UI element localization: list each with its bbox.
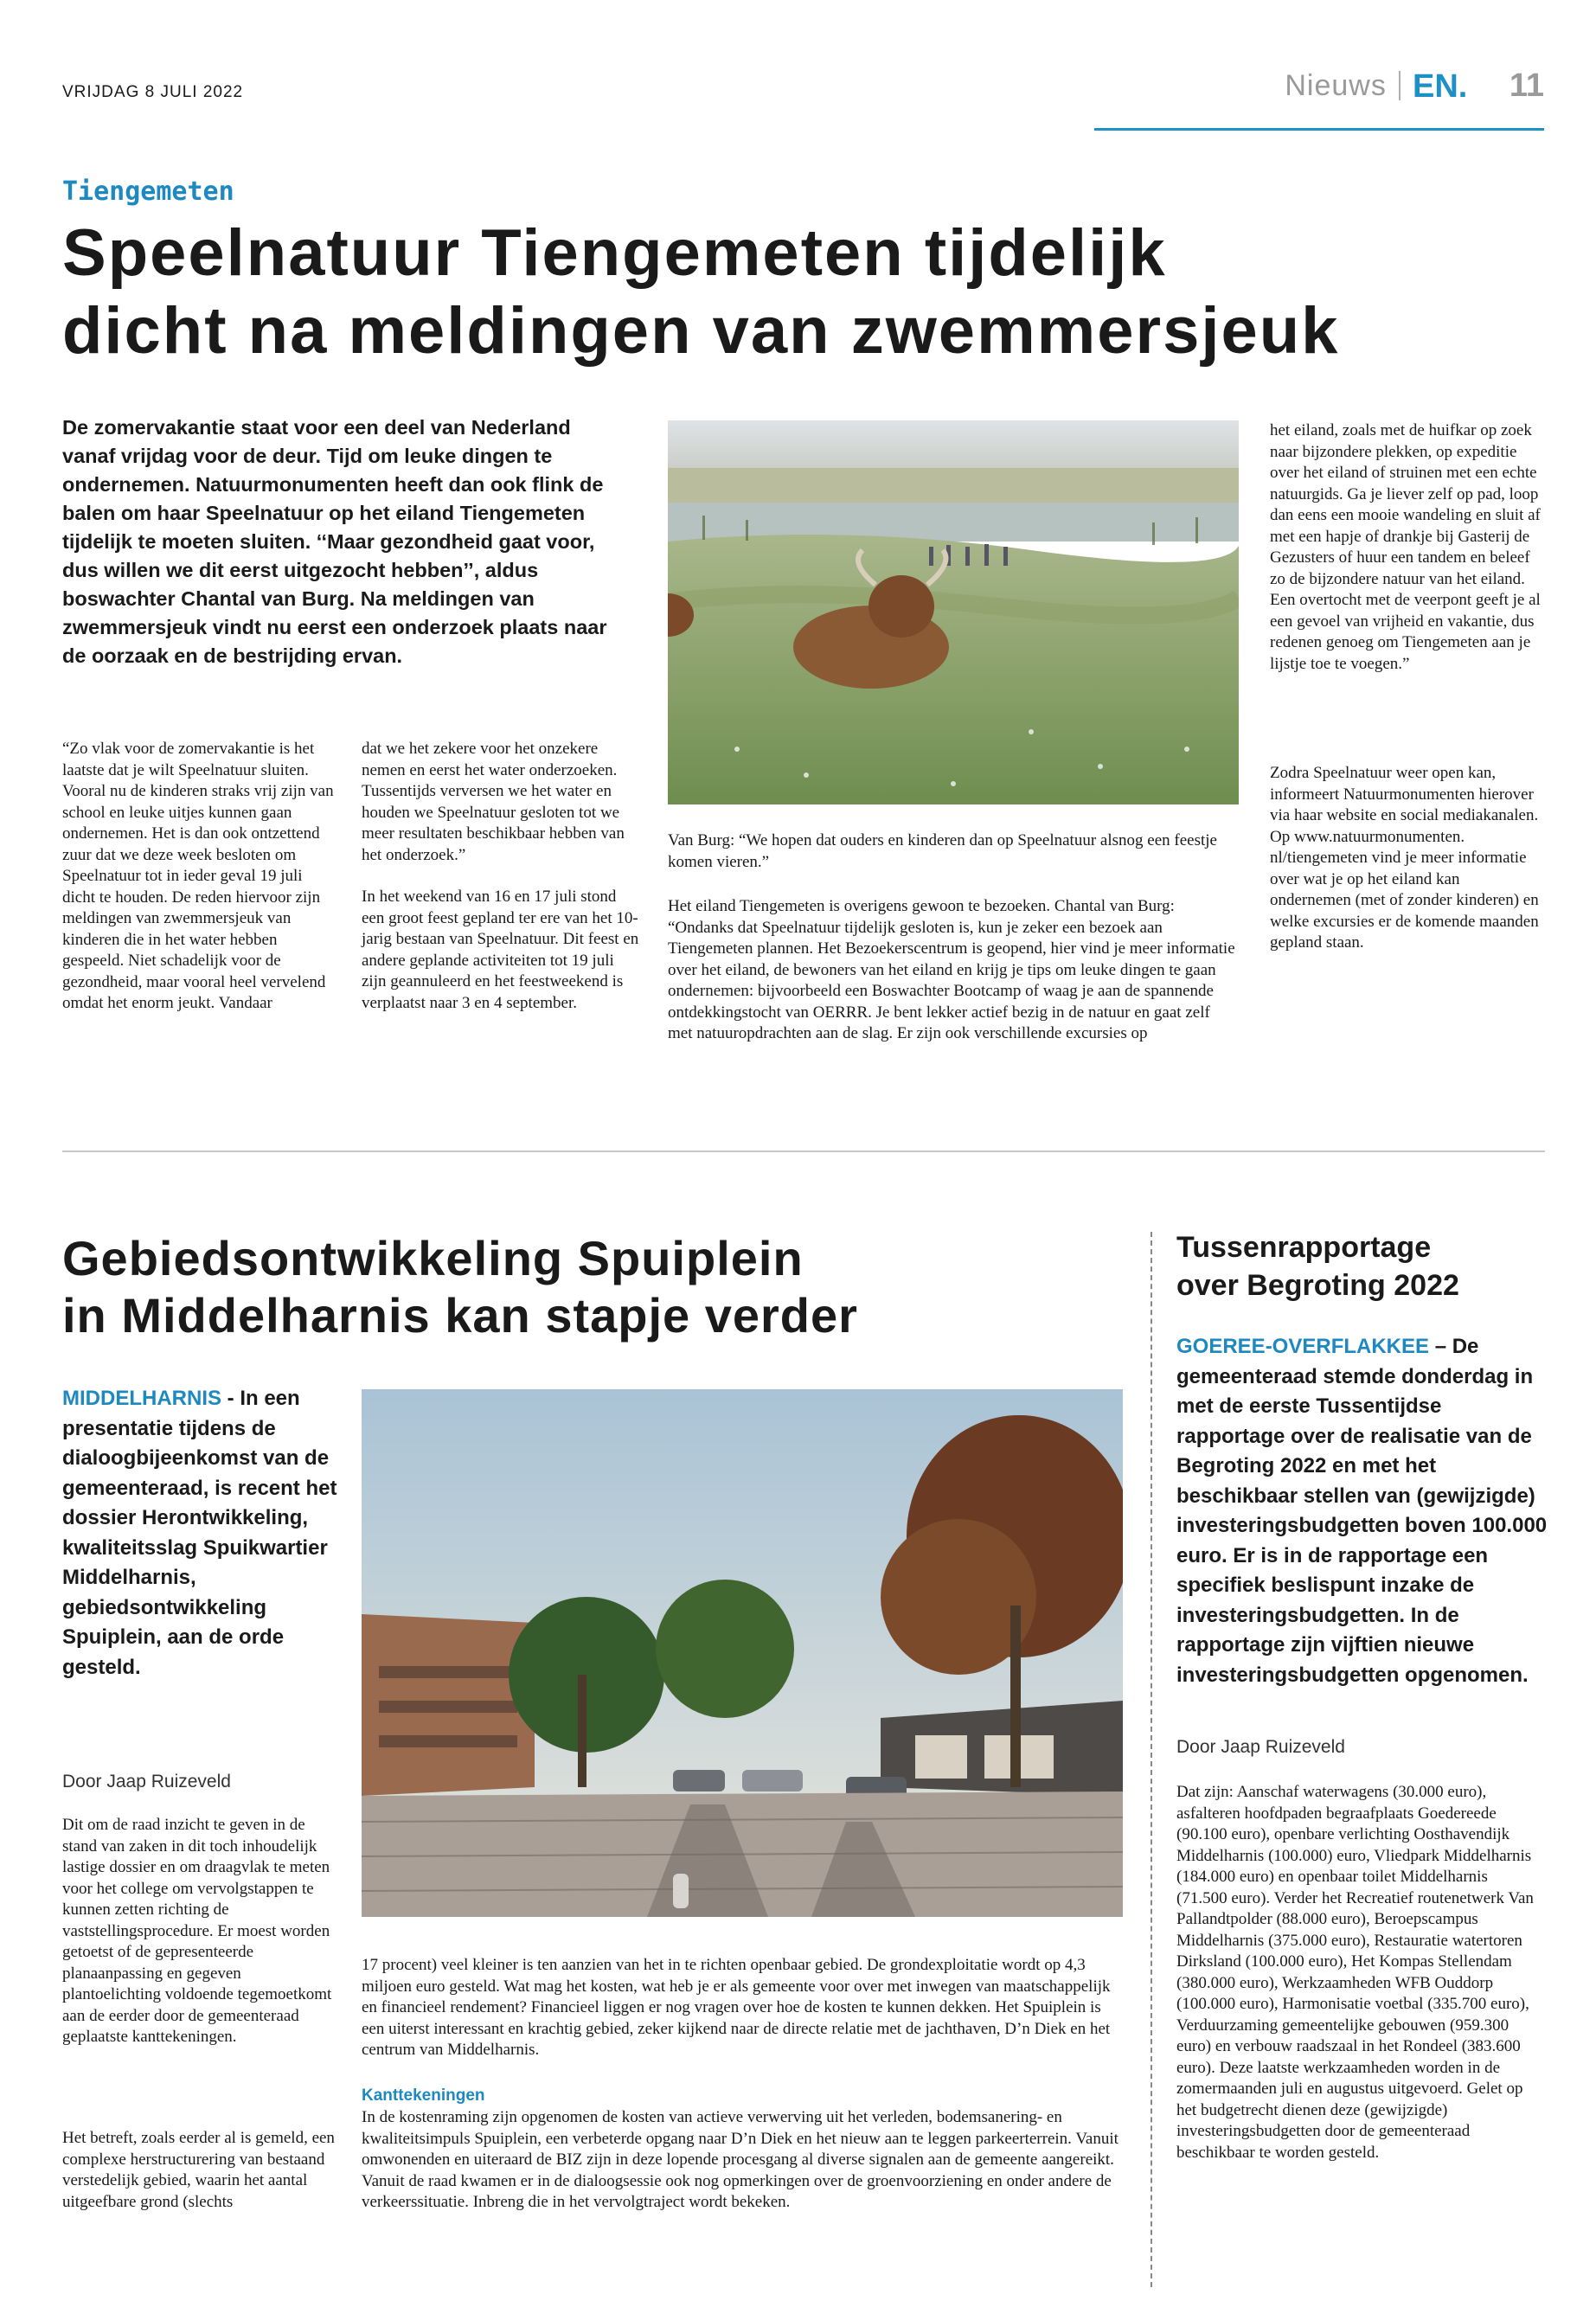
article1-headline [62, 215, 1490, 370]
sidebar-lead [1176, 1332, 1548, 1690]
section-divider [62, 1150, 1545, 1152]
page-number: 11 [1509, 67, 1544, 104]
headline-line-1: Speelnatuur Tiengemeten tijdelijk [62, 216, 1167, 290]
article1-column-2 [362, 739, 640, 1014]
article2-column-1-para2: Het betreft, zoals eerder al is gemeld, een complexe herstructurering van bestaand verstedelijk gebied, waarin het aantal uitgeefbare grond (slechts [62, 2129, 335, 2211]
highland-cow-photo [668, 420, 1239, 804]
photo-caption: Van Burg: “We hopen dat ouders en kinderen dan op Speelnatuur alsnog een feestje komen vieren.” [668, 831, 1217, 871]
logo-text: EN. [1412, 68, 1468, 103]
page-header-right [1285, 66, 1544, 106]
article1-col2-para1: dat we het zekere voor het onzekere nemen en eerst het water onderzoeken. Tussentijds verversen we het water en houden we Speelnatuur gesloten tot we meer resultaten beschikbaar hebben van het onderzoek.” [362, 740, 625, 864]
article2-main-para2: In de kostenraming zijn opgenomen de kosten van actieve verwerving uit het verleden, bodemsanering- en kwaliteitsimpuls Spuiplein, een verbeterde opgang naar D’n Diek en het nieuw aan te leggen parkeerterrein. Vanuit omwonenden en uiteraard de BIZ zijn in deze lopende procesgang al diverse signalen aan de gemeente aangereikt. Vanuit de raad kwamen er in de dialoogsessie ook nog opmerkingen over de groenvoorziening en onder andere de verkeerssituatie. Inbreng die in het vervolgtraject wordt bekeken. [362, 2108, 1118, 2211]
headline-line-1: Tussenrapportage [1176, 1231, 1432, 1264]
article2-headline [62, 1230, 1100, 1344]
headline-line-2: dicht na meldingen van zwemmersjeuk [62, 294, 1340, 368]
header-separator [1399, 71, 1401, 100]
issue-date: VRIJDAG 8 JULI 2022 [62, 83, 244, 101]
column-separator [1151, 1232, 1152, 2287]
sidebar-location: GOEREE-OVERFLAKKEE [1176, 1335, 1430, 1358]
sidebar-headline [1176, 1228, 1540, 1304]
article2-lead [62, 1384, 339, 1682]
article2-column-1-para1: Dit om de raad inzicht te geven in de stand van zaken in dit toch inhoudelijk lastige dossier en om draagvlak te meten voor het college om vervolgstappen te kunnen zetten richting de vaststellingsprocedure. Er moest worden getoetst of de gepresenteerde planaanpassing en gegeven plantoelichting voldoende tegemoetkomt aan de eerder door de gemeenteraad geplaatste kanttekeningen. [62, 1816, 332, 2046]
article1-column-4-para2: Zodra Speelnatuur weer open kan, informeert Natuurmonumenten hierover via haar website en social mediakanalen. Op www.natuurmonumenten. nl/tiengemeten vind je meer informatie over wat je op het eiland kan ondernemen (met of zonder kinderen) en welke excursies er de komende maanden gepland staan. [1270, 764, 1539, 952]
sidebar-body: Dat zijn: Aanschaf waterwagens (30.000 euro), asfalteren hoofdpaden begraafplaats Goedereede (90.100 euro), openbare verlichting Oosthavendijk Middelharnis (100.000) euro, Vliedpark Middelharnis (184.000 euro) en openbaar toilet Middelharnis (71.500 euro). Verder het Recreatief routenetwerk Van Pallandtpolder (88.000 euro), Beroepscampus Middelharnis (375.000 euro), Restauratie watertoren Dirksland (100.000 euro), Het Kompas Stellendam (380.000 euro), Werkzaamheden WFB Ouddorp (100.000 euro), Harmonisatie voetbal (335.700 euro), Verduurzaming gemeentelijke gebouwen (959.300 euro) en verbouw raadszaal in het Rondeel (383.600 euro). Deze laatste werkzaamheden worden in de zomermaanden juli en augustus uitgevoerd. Gelet op het budgetrecht dienen deze (gewijzigde) investeringsbudgetten door de gemeenteraad beschikbaar te worden gesteld. [1176, 1783, 1534, 2162]
article2-location: MIDDELHARNIS [62, 1387, 221, 1410]
section-name: Nieuws [1285, 68, 1387, 102]
headline-line-2: over Begroting 2022 [1176, 1269, 1459, 1302]
headline-line-1: Gebiedsontwikkeling Spuiplein [62, 1231, 804, 1285]
article1-column-4-para1: het eiland, zoals met de huifkar op zoek naar bijzondere plekken, op expeditie over het eiland of struinen met een echte natuurgids. Ga je liever zelf op pad, loop dan eens een mooie wandeling en sluit af met een hapje of drankje bij Gasterij de Gezusters of huur een tandem en beleef zo de bijzondere natuur van het eiland. Een overtocht met de veerpont geeft je al een gevoel van vrijheid en vakantie, dus redenen genoeg om Tiengemeten aan je lijstje toe te voegen.” [1270, 421, 1541, 673]
article1-kicker: Tiengemeten [62, 176, 234, 207]
article1-column-1: “Zo vlak voor de zomervakantie is het laatste dat je wilt Speelnatuur sluiten. Vooral nu de kinderen straks vrij zijn van school en leuke uitjes kunnen gaan ondernemen. Het is dan ook ontzettend zuur dat we deze week besloten om Speelnatuur tot in ieder geval 19 juli dicht te houden. De reden hiervoor zijn meldingen van zwemmersjeuk van kinderen die in het water hebben gespeeld. Niet schadelijk voor de gezondheid, maar vooral heel vervelend omdat het enorm jeukt. Vandaar [62, 740, 334, 1012]
headline-line-2: in Middelharnis kan stapje verder [62, 1288, 858, 1343]
article1-intro: De zomervakantie staat voor een deel van Nederland vanaf vrijdag voor de deur. Tijd om leuke dingen te ondernemen. Natuurmonumenten heeft dan ook flink de balen om haar Speelnatuur op het eiland Tiengemeten tijdelijk te moeten sluiten. ‘‘Maar gezondheid gaat voor, dus willen we dit eerst uitgezocht hebben’’, aldus boswachter Chantal van Burg. Na meldingen van zwemmersjeuk vindt nu eerst een onderzoek plaats naar de oorzaak en de bestrijding ervan. [62, 416, 607, 667]
sidebar-byline: Door Jaap Ruizeveld [1176, 1737, 1345, 1757]
article1-column-3: Het eiland Tiengemeten is overigens gewoon te bezoeken. Chantal van Burg: “Ondanks dat Speelnatuur tijdelijk gesloten is, kun je zeker een bezoek aan Tiengemeten plannen. Het Bezoekerscentrum is geopend, hier vind je meer informatie over het eiland, de bewoners van het eiland en krijg je tips om leuke dingen te gaan ondernemen: bijvoorbeeld een Boswachter Bootcamp of waag je aan de spannende ontdekkingstocht van OERRR. Je bent lekker actief bezig in de natuur en gaat zelf met natuuropdrachten aan de slag. Er zijn ook verschillende excursies op [668, 897, 1235, 1042]
article1-col2-para2: In het weekend van 16 en 17 juli stond een groot feest gepland ter ere van het 10-jarig bestaan van Speelnatuur. Dit feest en andere geplande activiteiten tot 19 juli zijn geannuleerd en het feestweekend is verplaatst naar 3 en 4 september. [362, 888, 639, 1012]
article2-lead-text: - In een presentatie tijdens de dialoogbijeenkomst van de gemeenteraad, is recent het dossier Herontwikkeling, kwaliteitsslag Spuikwartier Middelharnis, gebiedsontwikkeling Spuiplein, aan de orde gesteld. [62, 1387, 337, 1679]
en-logo-icon [1413, 68, 1482, 103]
article2-byline: Door Jaap Ruizeveld [62, 1772, 231, 1791]
spuiplein-street-photo [362, 1389, 1123, 1917]
article2-main-para1: 17 procent) veel kleiner is ten aanzien van het in te richten openbaar gebied. De grondexploitatie wordt op 4,3 miljoen euro gesteld. Wat mag het kosten, wat heb je er als gemeente voor over met inwegen van maatschappelijk en financieel rendement? Financieel liggen er nog vragen over hoe de kosten te kunnen dekken. Het Spuiplein is een uiterst interessant en krachtig gebied, zeker kijkend naar de directe relatie met de jachthaven, D’n Diek en het centrum van Middelharnis. [362, 1956, 1111, 2059]
header-rule [1094, 128, 1544, 131]
sidebar-lead-text: – De gemeenteraad stemde donderdag in met de eerste Tussentijdse rapportage over de realisatie van de Begroting 2022 en met het beschikbaar stellen van (gewijzigde) investeringsbudgetten boven 100.000 euro. Er is in de rapportage een specifiek beslispunt inzake de investeringsbudgetten. In de rapportage zijn vijftien nieuwe investeringsbudgetten opgenomen. [1176, 1335, 1548, 1687]
article2-subheading: Kanttekeningen [362, 2086, 485, 2105]
